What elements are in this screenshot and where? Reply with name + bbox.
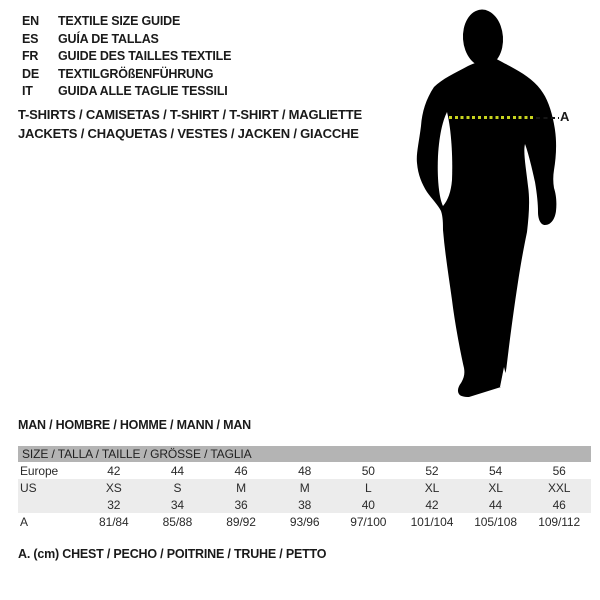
size-table-body	[18, 462, 591, 530]
category-block	[18, 105, 362, 143]
table-cell: 93/96	[289, 514, 320, 529]
table-cell: 50	[361, 463, 375, 478]
language-label: GUÍA DE TALLAS	[58, 31, 159, 46]
category-jackets: JACKETS / CHAQUETAS / VESTES / JACKEN / GIACCHE	[18, 126, 359, 141]
table-row-label: Europe	[20, 463, 59, 478]
table-cell: 34	[170, 497, 185, 512]
table-row-label: US	[20, 480, 37, 495]
table-cell: 85/88	[162, 514, 193, 529]
category-tshirts: T-SHIRTS / CAMISETAS / T-SHIRT / T-SHIRT / MAGLIETTE	[18, 107, 362, 122]
section-title-man: MAN / HOMBRE / HOMME / MANN / MAN	[18, 418, 251, 432]
table-cell: 81/84	[99, 514, 129, 529]
language-code: EN	[22, 14, 39, 28]
table-cell: 44	[170, 463, 185, 478]
table-cell: 52	[425, 463, 439, 478]
table-row	[18, 496, 591, 513]
table-cell: 40	[361, 497, 375, 512]
language-label: TEXTILE SIZE GUIDE	[58, 14, 181, 28]
table-cell: 42	[425, 497, 439, 512]
man-silhouette-image	[410, 0, 600, 410]
language-code: ES	[22, 31, 39, 46]
silhouette-head	[461, 8, 505, 68]
table-cell: 32	[107, 497, 121, 512]
language-row	[22, 13, 231, 31]
chest-measure-dash-leader	[536, 117, 559, 119]
language-row	[22, 31, 231, 49]
table-cell: 105/108	[474, 514, 517, 529]
table-cell: L	[365, 480, 372, 495]
table-row	[18, 479, 591, 496]
table-cell: 46	[552, 497, 566, 512]
table-cell: 46	[234, 463, 248, 478]
language-code: IT	[22, 84, 33, 98]
table-cell: XS	[105, 480, 122, 495]
table-cell: M	[299, 480, 310, 495]
measure-label-a: A	[560, 109, 570, 124]
table-cell: 42	[107, 463, 121, 478]
table-cell: 101/104	[410, 514, 454, 529]
language-row	[22, 48, 231, 66]
language-list	[22, 13, 231, 101]
table-cell: 54	[488, 463, 503, 478]
table-cell: 38	[298, 497, 312, 512]
table-cell: 48	[298, 463, 312, 478]
size-table	[18, 446, 591, 530]
language-code: FR	[22, 49, 39, 63]
table-cell: 109/112	[538, 514, 581, 529]
table-row	[18, 462, 591, 479]
table-cell: S	[173, 480, 182, 495]
table-row	[18, 513, 591, 530]
table-cell: 44	[488, 497, 503, 512]
table-cell: 97/100	[350, 514, 387, 529]
language-row	[22, 66, 231, 84]
language-row	[22, 83, 231, 101]
table-cell: 89/92	[226, 514, 256, 529]
table-cell: XL	[488, 480, 503, 495]
size-table-header: SIZE / TALLA / TAILLE / GRÖSSE / TAGLIA	[18, 446, 591, 462]
table-row-label: A	[20, 514, 28, 529]
footnote-chest: A. (cm) CHEST / PECHO / POITRINE / TRUHE / PETTO	[18, 547, 327, 561]
table-cell: XXL	[547, 480, 571, 495]
language-label: GUIDE DES TAILLES TEXTILE	[58, 49, 232, 63]
silhouette-body	[417, 57, 557, 397]
table-cell: 56	[552, 463, 566, 478]
language-label: TEXTILGRÖßENFÜHRUNG	[58, 66, 214, 81]
language-code: DE	[22, 66, 39, 81]
table-cell: M	[236, 480, 247, 495]
table-cell: XL	[424, 480, 440, 495]
table-cell: 36	[234, 497, 248, 512]
language-label: GUIDA ALLE TAGLIE TESSILI	[58, 84, 228, 98]
chest-measure-dash-accent	[449, 116, 533, 119]
